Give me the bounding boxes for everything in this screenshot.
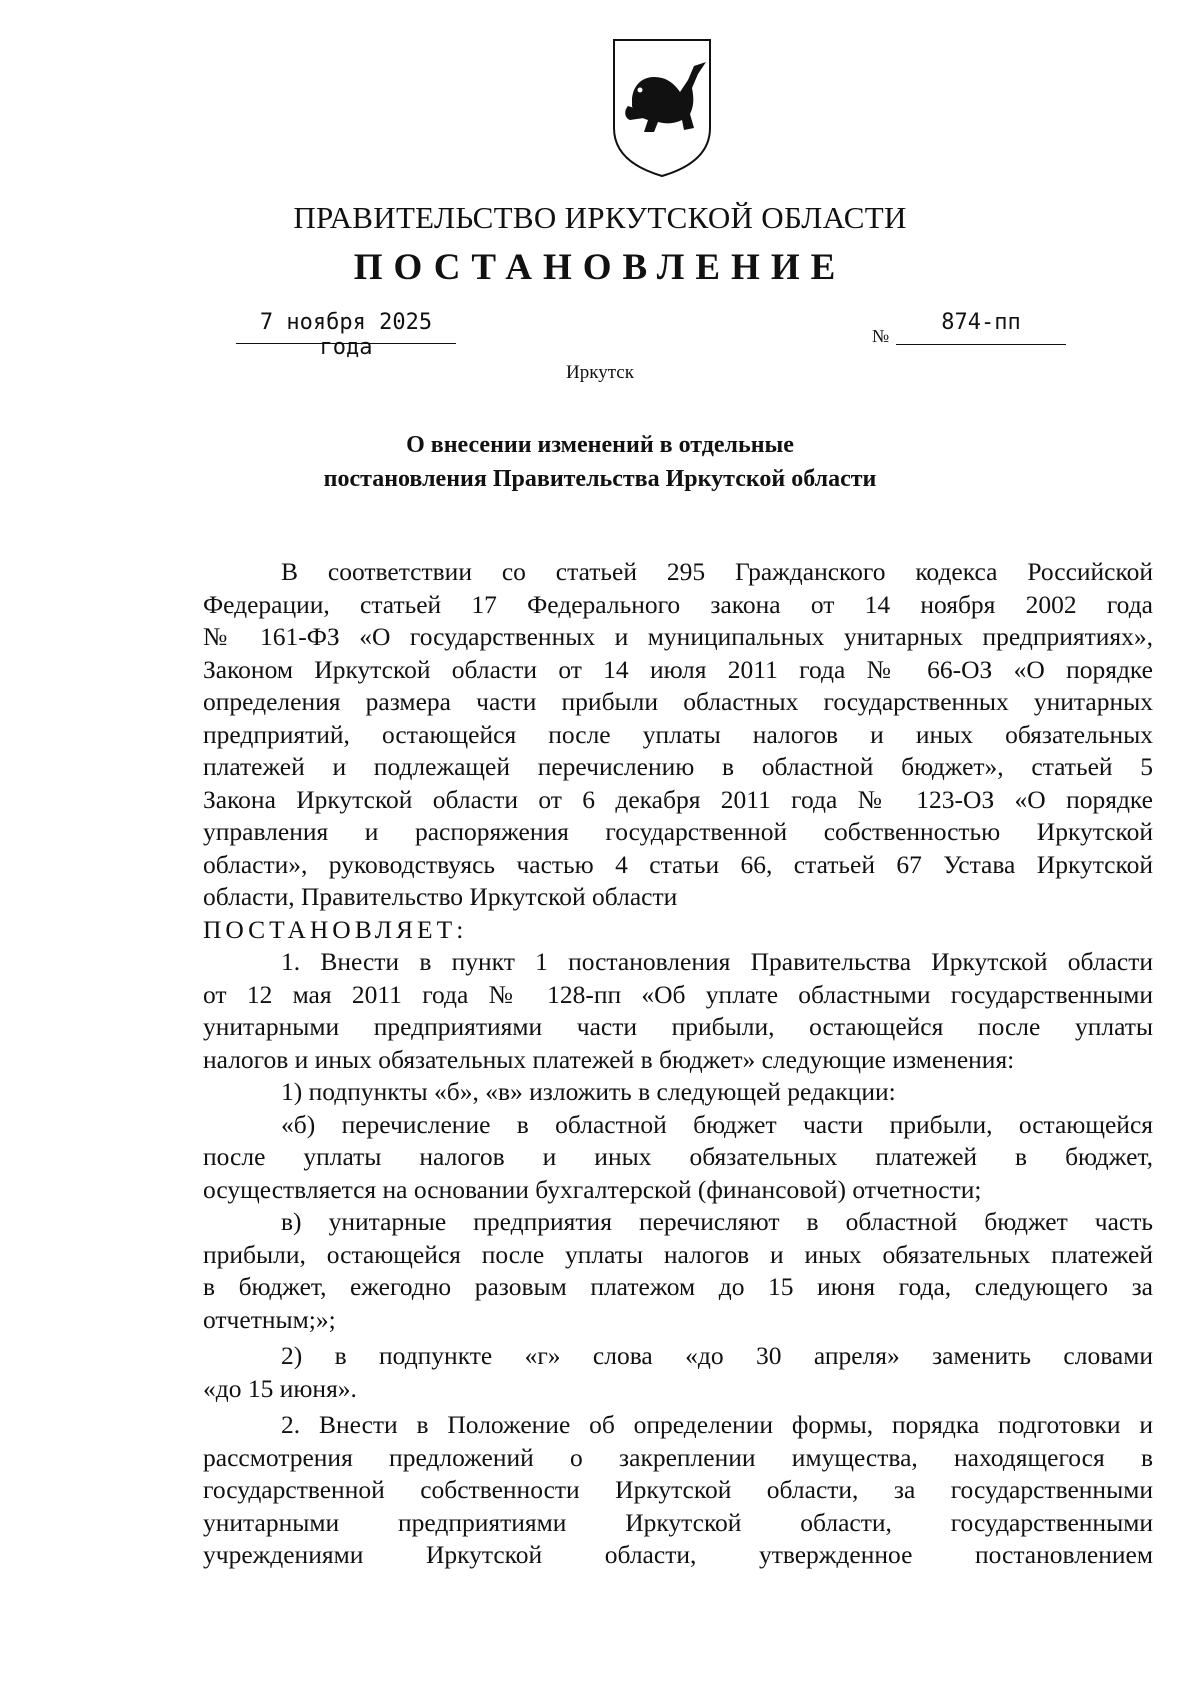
document-date: 7 ноября 2025 года <box>259 310 433 360</box>
body-line: области», руководствуясь частью 4 статьи 66, статьей 67 Устава Иркутской <box>203 849 1153 879</box>
body-line: платежей и подлежащей перечислению в областной бюджет», статьей 5 <box>203 752 1153 781</box>
document-body <box>203 556 1153 1572</box>
body-line: отчетным;»; <box>203 1304 336 1334</box>
body-line: 1. Внести в пункт 1 постановления Правительства Иркутской области <box>281 947 1153 976</box>
body-line: унитарными предприятиями части прибыли, остающейся после уплаты <box>203 1012 1153 1041</box>
body-line: учреждениями Иркутской области, утвержденное постановлением <box>203 1540 1153 1569</box>
body-line: В соответствии со статьей 295 Гражданского кодекса Российской <box>281 557 1153 586</box>
body-line: области, Правительство Иркутской области <box>203 882 678 911</box>
body-line: в) унитарные предприятия перечисляют в областной бюджет часть <box>281 1207 1153 1236</box>
document-number: 874-пп <box>941 310 1021 335</box>
body-line: предприятий, остающейся после уплаты налогов и иных обязательных <box>203 719 1153 749</box>
body-line: налогов и иных обязательных платежей в бюджет» следующие изменения: <box>203 1044 1015 1074</box>
body-line: «б) перечисление в областной бюджет части прибыли, остающейся <box>281 1109 1153 1139</box>
organization-name: ПРАВИТЕЛЬСТВО ИРКУТСКОЙ ОБЛАСТИ <box>293 200 907 235</box>
date-underline <box>236 343 456 344</box>
body-line: управления и распоряжения государственной собственностью Иркутской <box>203 817 1153 846</box>
body-line: определения размера части прибыли областных государственных унитарных <box>203 687 1153 716</box>
title-line: постановления Правительства Иркутской области <box>323 466 877 492</box>
body-line: 2) в подпункте «г» слова «до 30 апреля» заменить словами <box>281 1341 1153 1370</box>
body-line: в бюджет, ежегодно разовым платежом до 15 июня года, следующего за <box>203 1272 1153 1301</box>
body-line: унитарными предприятиями Иркутской области, государственными <box>203 1507 1153 1537</box>
body-line: после уплаты налогов и иных обязательных платежей в бюджет, <box>203 1142 1153 1171</box>
body-line: № 161-ФЗ «О государственных и муниципальных унитарных предприятиях», <box>203 622 1153 651</box>
title-line: О внесении изменений в отдельные <box>406 432 794 458</box>
body-line: осуществляется на основании бухгалтерской (финансовой) отчетности; <box>203 1174 982 1204</box>
body-line: Федерации, статьей 17 Федерального закона от 14 ноября 2002 года <box>203 589 1153 619</box>
number-sign: № <box>872 326 890 346</box>
document-type: ПОСТАНОВЛЕНИЕ <box>353 247 847 288</box>
body-line: Законом Иркутской области от 14 июля 2011 года № 66-ОЗ «О порядке <box>203 654 1153 684</box>
body-line: Закона Иркутской области от 6 декабря 2011 года № 123-ОЗ «О порядке <box>203 784 1153 814</box>
body-line: «до 15 июня». <box>203 1373 357 1403</box>
body-line: государственной собственности Иркутской области, за государственными <box>203 1475 1153 1504</box>
body-line: рассмотрения предложений о закреплении имущества, находящегося в <box>203 1442 1153 1472</box>
document-title <box>0 428 1200 496</box>
body-line: прибыли, остающейся после уплаты налогов и иных обязательных платежей <box>203 1239 1153 1269</box>
body-line: от 12 мая 2011 года № 128-пп «Об уплате областными государственными <box>203 979 1153 1009</box>
body-line: 2. Внести в Положение об определении формы, порядка подготовки и <box>281 1410 1153 1439</box>
body-line: 1) подпункты «б», «в» изложить в следующей редакции: <box>281 1077 896 1106</box>
number-underline <box>896 344 1066 345</box>
city-name: Иркутск <box>566 362 634 383</box>
resolves-heading: ПОСТАНОВЛЯЕТ: <box>203 914 468 944</box>
irkutsk-coat-of-arms-icon <box>610 36 714 180</box>
